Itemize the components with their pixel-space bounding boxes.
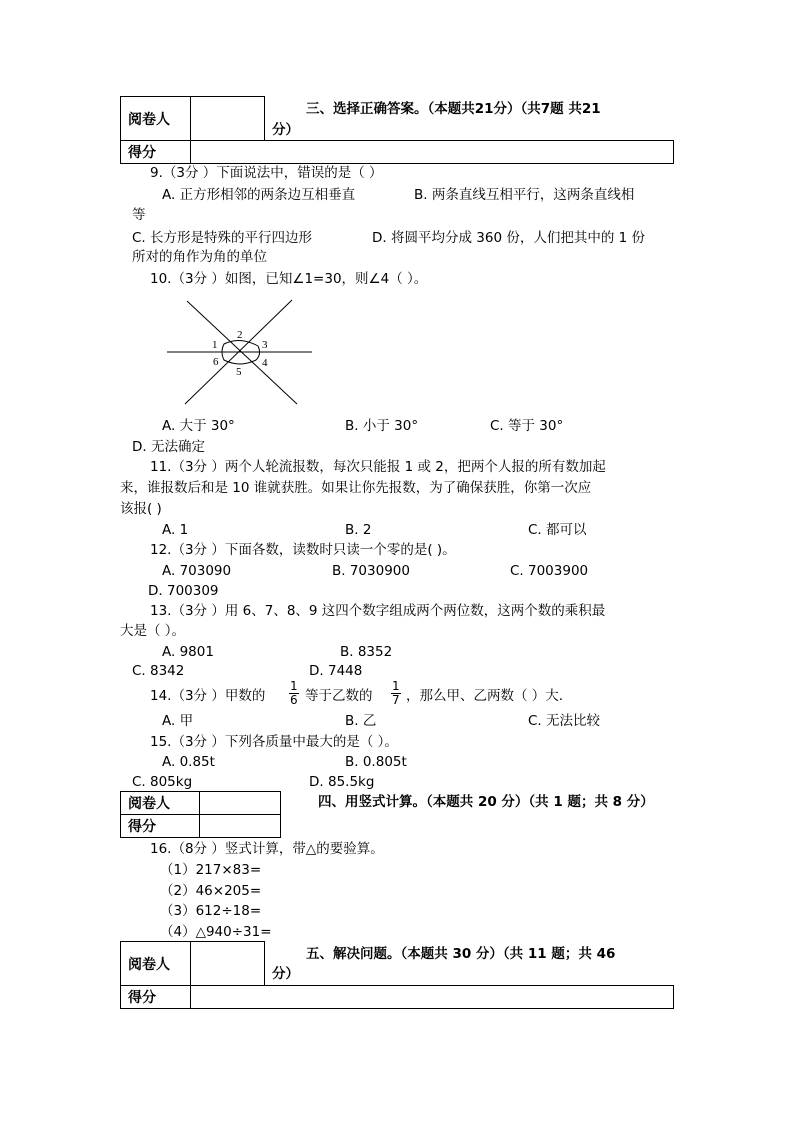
q14-option-a[interactable]: A. 甲 [162, 713, 194, 729]
q15-option-b[interactable]: B. 0.805t [345, 754, 407, 770]
grader-cell[interactable] [200, 792, 281, 815]
section4-title: 四、用竖式计算。（本题共 20 分）（共 1 题；共 8 分） [318, 794, 654, 810]
score-cell[interactable] [191, 986, 674, 1009]
section5-title: 五、解决问题。（本题共 30 分）（共 11 题；共 46 [306, 946, 616, 962]
q13-stem-line2: 大是（ ）。 [120, 623, 186, 639]
score-label: 得分 [121, 141, 191, 164]
q9-option-c[interactable]: C. 长方形是特殊的平行四边形 [132, 230, 313, 246]
score-cell[interactable] [191, 141, 674, 164]
q10-stem: 10.（3分 ）如图，已知∠1=30，则∠4（ ）。 [150, 271, 428, 287]
q13-stem-line1: 13.（3分 ）用 6、7、8、9 这四个数字组成两个两位数，这两个数的乘积最 [150, 603, 606, 619]
section3-title: 三、选择正确答案。（本题共21分）（共7题 共21 [306, 101, 601, 117]
fraction-1-denominator: 6 [290, 693, 298, 707]
q11-stem-line3: 该报( ) [120, 501, 162, 517]
fraction-2-denominator: 7 [392, 693, 400, 707]
angle-label-1: 1 [212, 339, 218, 351]
q9-option-b-cont: 等 [132, 207, 146, 223]
q14-stem-mid: 等于乙数的 [305, 688, 373, 704]
grader-label: 阅卷人 [121, 97, 191, 141]
angle-figure [162, 296, 322, 416]
q15-option-d[interactable]: D. 85.5kg [309, 774, 375, 790]
q11-option-c[interactable]: C. 都可以 [528, 522, 587, 538]
q11-option-b[interactable]: B. 2 [345, 522, 372, 538]
q12-option-d[interactable]: D. 700309 [148, 583, 219, 599]
score-label: 得分 [121, 815, 200, 838]
score-label: 得分 [121, 986, 191, 1009]
fraction-1-numerator: 1 [290, 679, 298, 693]
fraction-2-numerator: 1 [392, 679, 400, 693]
q12-option-c[interactable]: C. 7003900 [510, 563, 589, 579]
q16-item-3: （3）612÷18= [160, 903, 262, 919]
q13-option-a[interactable]: A. 9801 [162, 644, 214, 660]
q9-option-d-cont: 所对的角作为角的单位 [132, 249, 267, 265]
q14-fraction-2 [391, 680, 401, 707]
q9-option-a[interactable]: A. 正方形相邻的两条边互相垂直 [162, 187, 356, 203]
grader-cell[interactable] [191, 97, 265, 141]
q13-option-b[interactable]: B. 8352 [340, 644, 393, 660]
q9-stem: 9.（3分 ）下面说法中，错误的是（ ） [150, 165, 383, 181]
q15-option-c[interactable]: C. 805kg [132, 774, 193, 790]
q10-option-b[interactable]: B. 小于 30° [345, 418, 419, 434]
angle-label-2: 2 [237, 329, 243, 341]
q16-item-4: （4）△940÷31= [160, 924, 272, 940]
q16-item-2: （2）46×205= [160, 883, 262, 899]
section4-grader-table [120, 791, 281, 838]
grader-label: 阅卷人 [121, 942, 191, 986]
q16-stem: 16.（8分 ）竖式计算，带△的要验算。 [150, 841, 384, 857]
score-cell[interactable] [200, 815, 281, 838]
angle-label-5: 5 [236, 366, 242, 378]
q9-option-b[interactable]: B. 两条直线互相平行，这两条直线相 [414, 187, 635, 203]
q14-option-c[interactable]: C. 无法比较 [528, 713, 601, 729]
grader-label: 阅卷人 [121, 792, 200, 815]
section5-title-cont: 分） [272, 966, 299, 982]
q14-stem-pre: 14.（3分 ）甲数的 [150, 688, 266, 704]
grader-cell[interactable] [191, 942, 265, 986]
q11-stem-line2: 来，谁报数后和是 10 谁就获胜。如果让你先报数，为了确保获胜，你第一次应 [120, 480, 592, 496]
q10-option-d[interactable]: D. 无法确定 [132, 439, 205, 455]
q16-item-1: （1）217×83= [160, 862, 262, 878]
q15-option-a[interactable]: A. 0.85t [162, 754, 215, 770]
q13-option-c[interactable]: C. 8342 [132, 663, 185, 679]
q12-option-a[interactable]: A. 703090 [162, 563, 232, 579]
section3-title-cont: 分） [272, 122, 299, 138]
q12-option-b[interactable]: B. 7030900 [332, 563, 410, 579]
q9-option-d[interactable]: D. 将圆平均分成 360 份，人们把其中的 1 份 [372, 230, 645, 246]
q10-option-c[interactable]: C. 等于 30° [490, 418, 564, 434]
q14-option-b[interactable]: B. 乙 [345, 713, 377, 729]
q14-stem-post: ，那么甲、乙两数（ ）大. [406, 688, 564, 704]
q14-fraction-1 [289, 680, 299, 707]
q11-option-a[interactable]: A. 1 [162, 522, 189, 538]
q12-stem: 12.（3分 ）下面各数，读数时只读一个零的是( )。 [150, 542, 456, 558]
q10-option-a[interactable]: A. 大于 30° [162, 418, 235, 434]
q15-stem: 15.（3分 ）下列各质量中最大的是（ ）。 [150, 734, 398, 750]
angle-label-3: 3 [262, 339, 268, 351]
q11-stem-line1: 11.（3分 ）两个人轮流报数，每次只能报 1 或 2，把两个人报的所有数加起 [150, 459, 606, 475]
q13-option-d[interactable]: D. 7448 [309, 663, 363, 679]
angle-label-4: 4 [262, 357, 268, 369]
angle-label-6: 6 [213, 356, 219, 368]
